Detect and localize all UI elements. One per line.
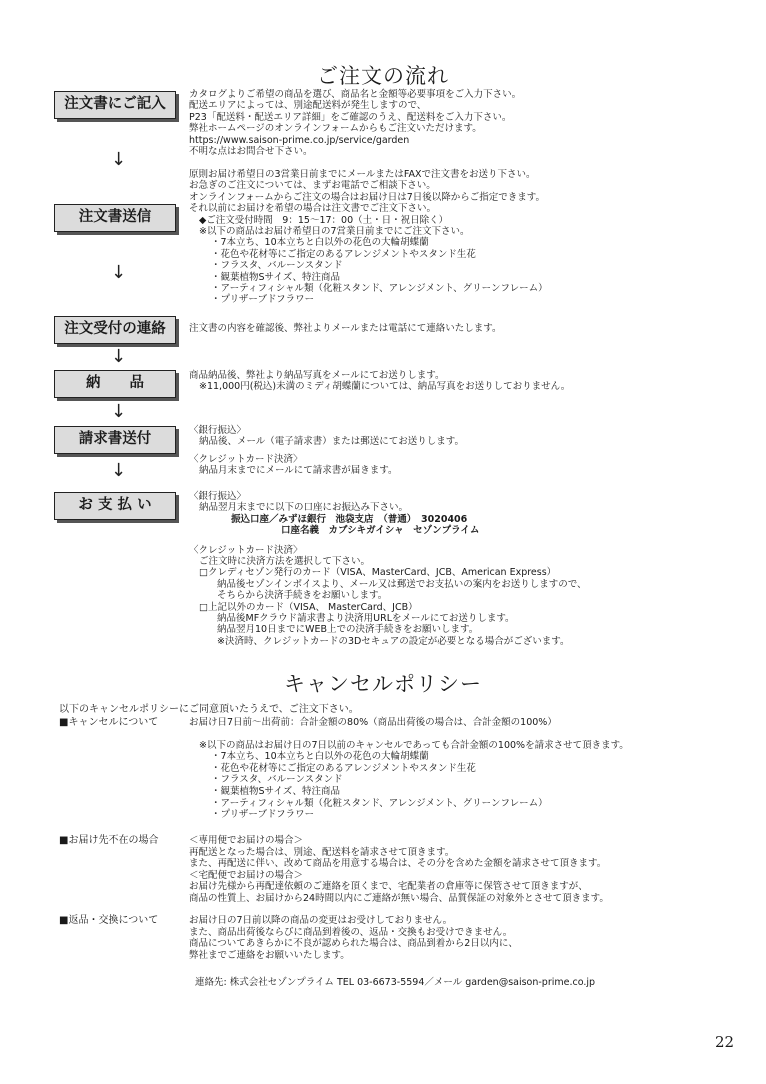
text-line: ＜専用便でお届けの場合＞ [189, 835, 304, 846]
order-flow-title: ご注文の流れ [317, 64, 449, 88]
text-line: オンラインフォームからご注文の場合はお届け日は7日後以降からご指定できます。 [189, 191, 546, 203]
text-line: 〈銀行振込〉 [189, 425, 247, 436]
text-line: ※決済時、クレジットカードの3Dセキュアの設定が必要となる場合がございます。 [217, 635, 570, 647]
text-line: 再配送となった場合は、別途、配送料を請求させて頂きます。 [189, 846, 455, 858]
text-line: 注文書の内容を確認後、弊社よりメールまたは電話にて連絡いたします。 [189, 323, 502, 334]
step-description-fill-in-order [189, 89, 521, 157]
text-line: 納品月末までにメールにて請求書が届きます。 [199, 465, 398, 477]
text-line: 〈銀行振込〉 [189, 491, 247, 502]
list-item: ・プリザーブドフラワー [211, 809, 315, 821]
list-item: ・花色や花材等にご指定のあるアレンジメントやスタンド生花 [211, 248, 476, 260]
down-arrow-icon: ↓ [111, 401, 127, 422]
step-box-invoice: 請求書送付 [54, 426, 176, 454]
text-line: 弊社ホームページのオンラインフォームからもご注文いただけます。 [189, 123, 482, 135]
list-item: ・花色や花材等にご指定のあるアレンジメントやスタンド生花 [211, 762, 476, 774]
text-line: 納品翌月末までに以下の口座にお振込み下さい。 [199, 502, 409, 514]
down-arrow-icon: ↓ [111, 262, 127, 283]
text-line: 配送エリアによっては、別途配送料が発生しますので、 [189, 100, 427, 112]
step-box-order-confirmation: 注文受付の連絡 [54, 316, 176, 344]
bank-account: 振込口座／みずほ銀行 池袋支店 （普通） 3020406 [231, 513, 468, 525]
cancel-section-label: ■キャンセルについて [59, 717, 159, 728]
step-description-send-order [189, 169, 548, 306]
text-line: 納品翌月10日までにWEB上での決済手続きをお願いします。 [217, 624, 479, 636]
list-item: ・7本立ち、10本立ちと白以外の花色の大輪胡蝶蘭 [211, 237, 429, 249]
list-item: ・7本立ち、10本立ちと白以外の花色の大輪胡蝶蘭 [211, 751, 429, 763]
text-line: ＜宅配便でお届けの場合＞ [189, 869, 304, 881]
text-line: お届け日の7日前以降の商品の変更はお受けしておりません。 [189, 915, 453, 926]
list-item: ・観葉植物Sサイズ、特注商品 [211, 271, 341, 283]
text-line: 商品納品後、弊社より納品写真をメールにてお送りします。 [189, 370, 445, 381]
list-item: ・プリザーブドフラワー [211, 294, 315, 306]
text-line: 納品後MFクラウド請求書より決済用URLをメールにてお送りします。 [217, 613, 515, 625]
text-line: お届け日7日前〜出荷前：合計金額の80%（商品出荷後の場合は、合計金額の100%） [189, 717, 557, 728]
text-line: 商品についてあきらかに不良が認められた場合は、商品到着から2日以内に、 [189, 938, 518, 950]
text-line: 〈クレジットカード決済〉 [189, 544, 303, 556]
text-line: 原則お届け希望日の3営業日前までにメールまたはFAXで注文書をお送り下さい。 [189, 169, 536, 180]
text-line: また、商品出荷後ならびに商品到着後の、返品・交換もお受けできません。 [189, 926, 513, 938]
list-item: ・アーティフィシャル類（化粧スタンド、アレンジメント、グリーンフレーム） [211, 797, 548, 809]
step-description-payment [189, 491, 587, 647]
step-box-payment: お 支 払 い [54, 492, 176, 520]
cancel-section-label: ■お届け先不在の場合 [59, 835, 159, 846]
cancel-section-label: ■返品・交換について [59, 915, 159, 926]
text-line: 〈クレジットカード決済〉 [189, 453, 303, 465]
step-box-delivery: 納 品 [54, 370, 176, 398]
text-line: □上記以外のカード（VISA、 MasterCard、JCB） [199, 601, 418, 613]
text-line: 弊社までご連絡をお願いいたします。 [189, 949, 350, 961]
text-line: ※11,000円(税込)未満のミディ胡蝶蘭については、納品写真をお送りしておりません。 [199, 381, 571, 393]
account-holder: 口座名義 カブシキガイシャ セゾンプライム [281, 525, 480, 537]
text-line: 商品の性質上、お届けから24時間以内にご連絡が無い場合、品質保証の対象外とさせて頂きます。 [189, 892, 609, 904]
text-line: ※以下の商品はお届け日の7日以前のキャンセルであっても合計金額の100%を請求させて頂きます。 [199, 739, 629, 751]
text-line: ご注文時に決済方法を選択して下さい。 [199, 556, 371, 568]
cancel-section-content [189, 835, 609, 905]
list-item: ・フラスタ、バルーンスタンド [211, 260, 343, 272]
page-number: 22 [715, 1033, 735, 1051]
step-description-delivery [189, 370, 570, 393]
text-line: それ以前にお届けを希望の場合は注文書でご注文下さい。 [189, 203, 437, 215]
contact-info: 連絡先: 株式会社セゾンプライム TEL 03-6673-5594／メール garden@saison-prime.co.jp [195, 977, 596, 988]
down-arrow-icon: ↓ [111, 460, 127, 481]
text-line: P23「配送料・配送エリア詳細」をご確認のうえ、配送料をご入力下さい。 [189, 111, 512, 123]
text-line: ※以下の商品はお届け希望日の7営業日前までにご注文下さい。 [199, 226, 470, 238]
text-line: また、再配送に伴い、改めて商品を用意する場合は、その分を含めた金額を請求させて頂きます。 [189, 858, 607, 870]
cancel-policy-intro: 以下のキャンセルポリシーにご同意頂いたうえで、ご注文下さい。 [59, 704, 359, 715]
step-box-fill-in-order: 注文書にご記入 [54, 91, 176, 119]
text-line: カタログよりご希望の商品を選び、商品名と金額等必要事項をご入力下さい。 [189, 89, 522, 100]
text-line: □クレディセゾン発行のカード（VISA、MasterCard、JCB、American Express） [199, 567, 557, 579]
cancel-section-content [189, 717, 629, 821]
step-description-order-confirmation [189, 323, 502, 334]
text-line: 納品後、メール（電子請求書）または郵送にてお送りします。 [199, 436, 465, 448]
website-url: https://www.saison-prime.co.jp/service/garden [189, 134, 410, 146]
list-item: ・フラスタ、バルーンスタンド [211, 774, 343, 786]
order-hours: ◆ご注文受付時間 9：15〜17：00（土・日・祝日除く） [199, 214, 449, 226]
list-item: ・観葉植物Sサイズ、特注商品 [211, 785, 341, 797]
cancel-policy-title: キャンセルポリシー [284, 672, 482, 696]
list-item: ・アーティフィシャル類（化粧スタンド、アレンジメント、グリーンフレーム） [211, 283, 548, 295]
cancel-section-content [189, 915, 518, 961]
text-line: お急ぎのご注文については、まずお電話でご相談下さい。 [189, 180, 436, 192]
step-box-send-order: 注文書送信 [54, 204, 176, 232]
text-line: そちらから決済手続きをお願いします。 [217, 590, 388, 602]
down-arrow-icon: ↓ [111, 346, 127, 367]
step-description-invoice [189, 425, 464, 477]
text-line: 納品後セゾンインボイスより、メール又は郵送でお支払いの案内をお送りしますので、 [217, 578, 587, 590]
text-line: 不明な点はお問合せ下さい。 [189, 146, 313, 158]
text-line: お届け先様から再配達依頼のご連絡を頂くまで、宅配業者の倉庫等に保管させて頂きますが、 [189, 881, 588, 893]
down-arrow-icon: ↓ [111, 149, 127, 170]
